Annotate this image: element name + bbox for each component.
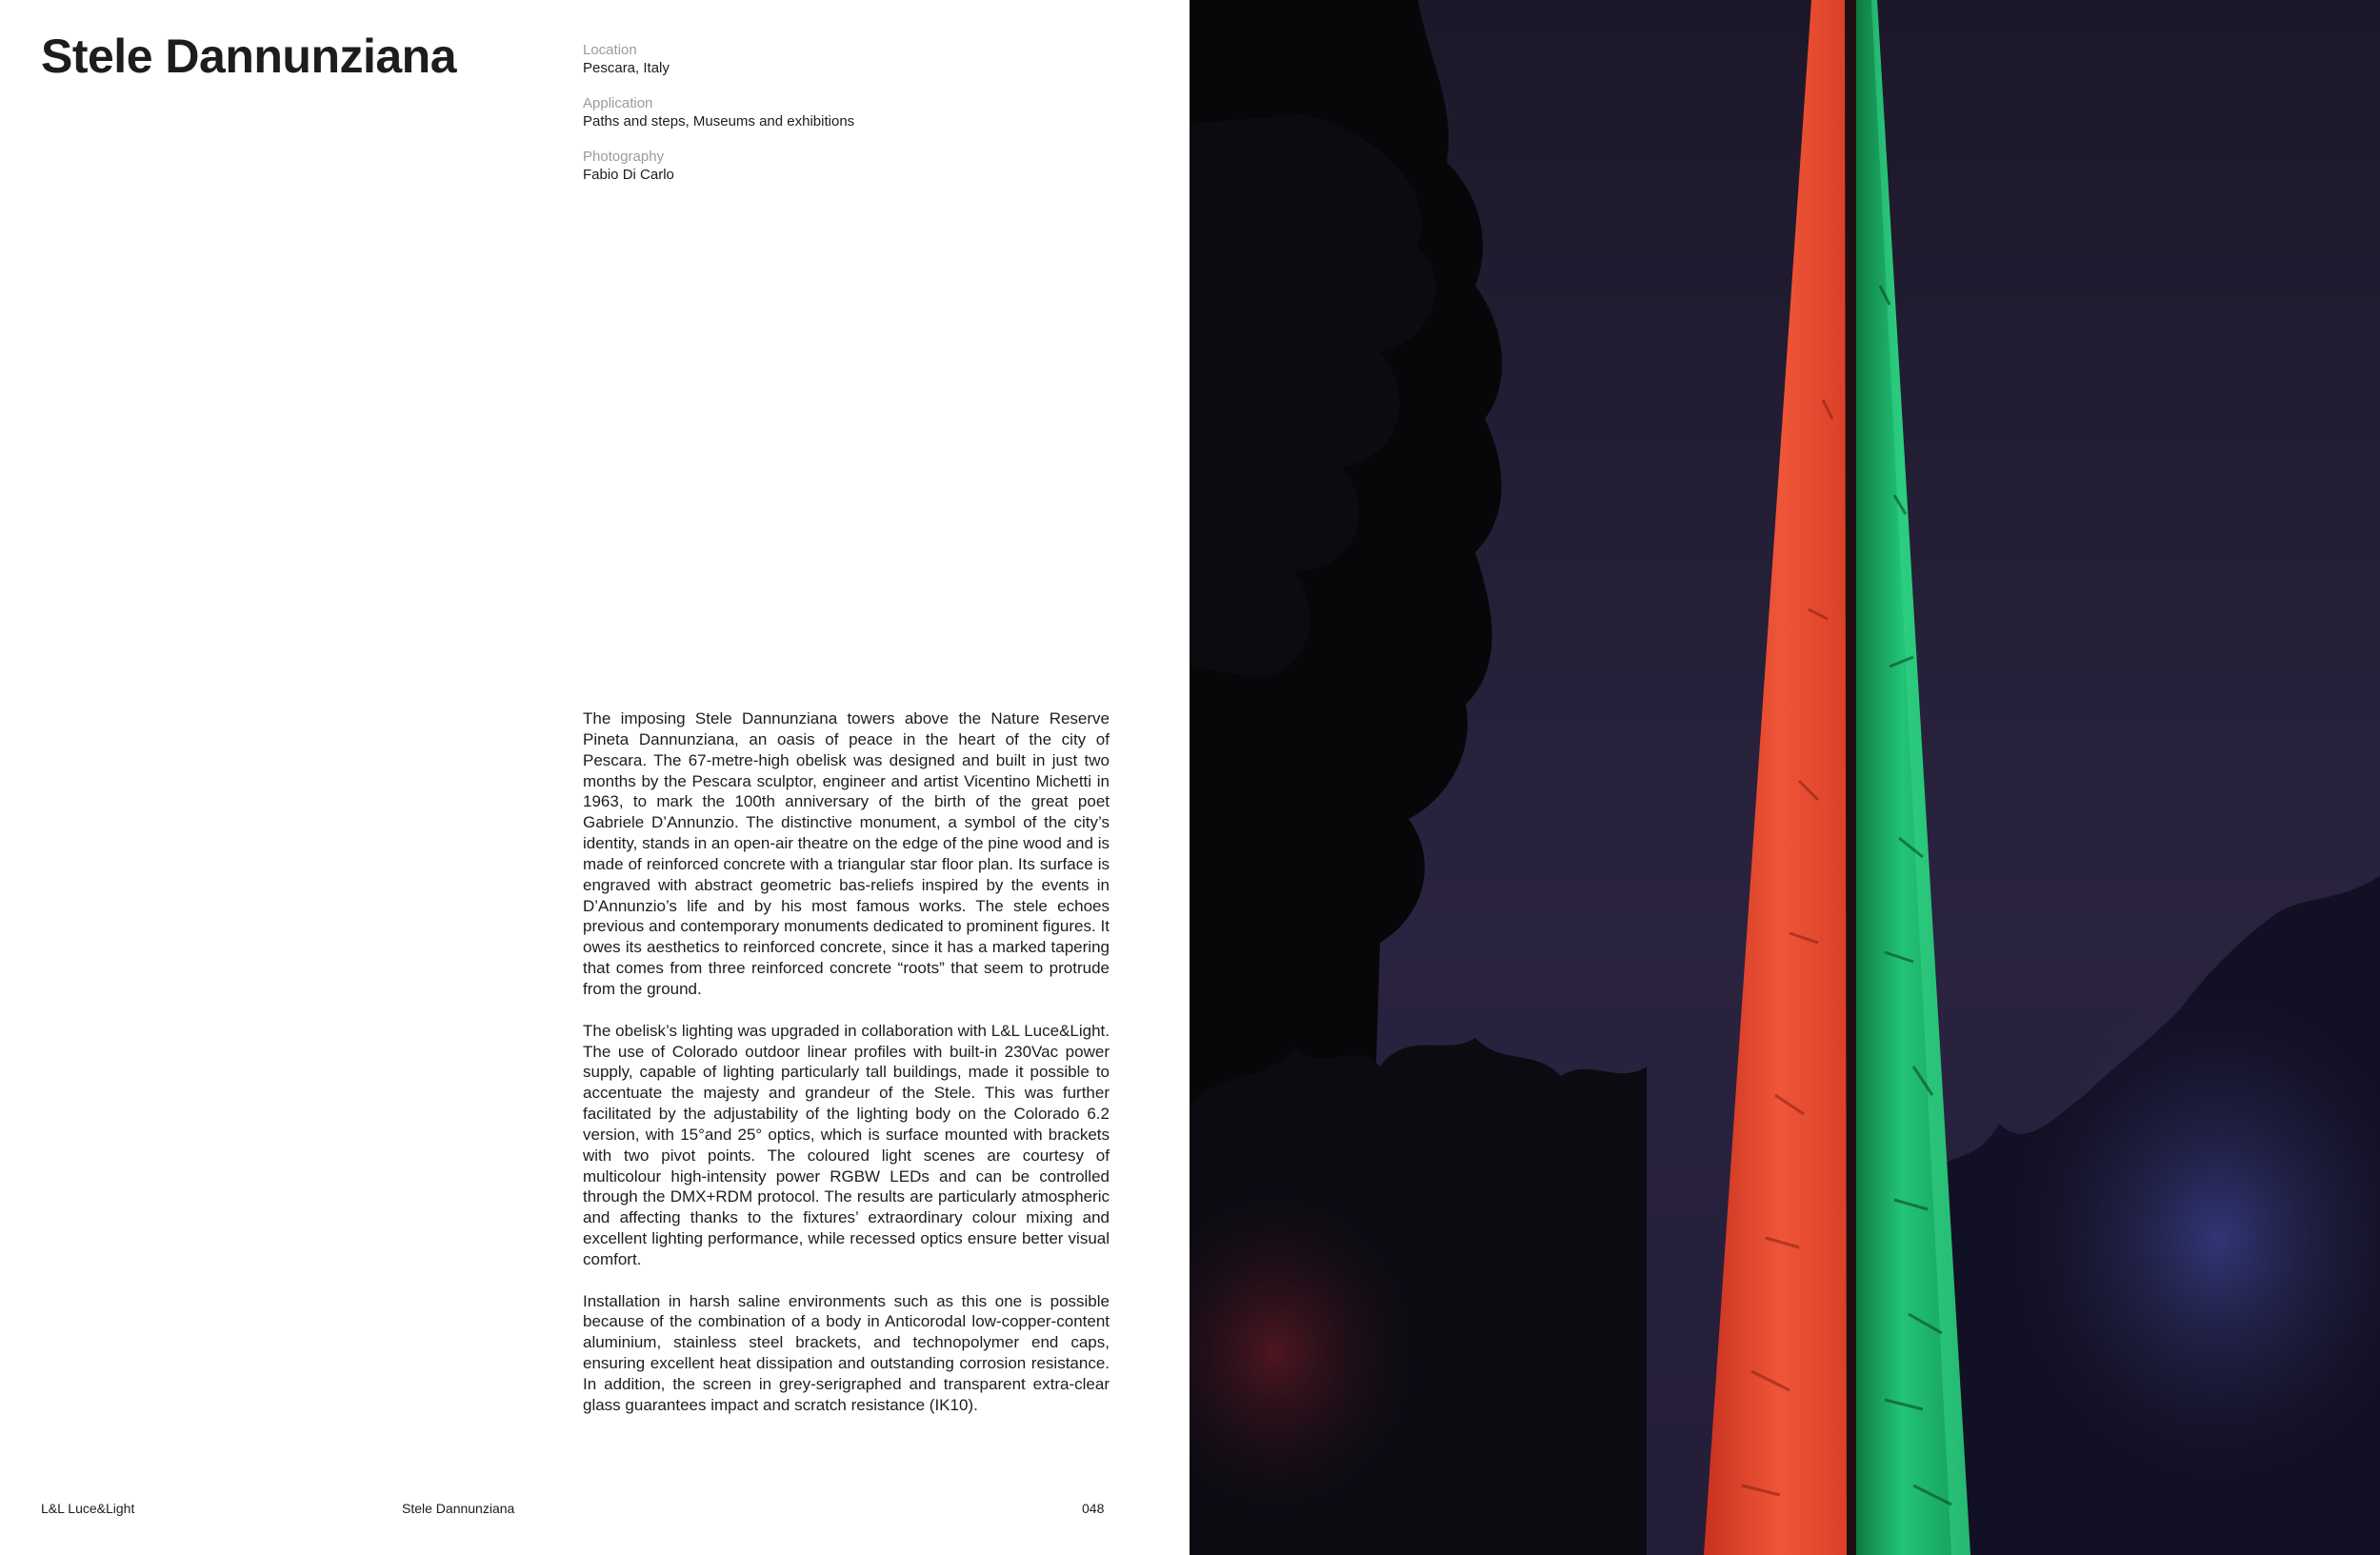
meta-label: Location xyxy=(583,42,637,58)
meta-photography xyxy=(583,149,1116,184)
meta-label: Application xyxy=(583,95,653,111)
meta-value: Pescara, Italy xyxy=(583,60,670,76)
meta-label: Photography xyxy=(583,149,665,165)
meta-application xyxy=(583,95,1116,130)
body-paragraph: The obelisk’s lighting was upgraded in collaboration with L&L Luce&Light. The use of Colorado outdoor linear profiles with built-in 230Vac power supply, capable of lighting particularly tall buildings, made it possible to accentuate the majesty and grandeur of the Stele. This was further facilitated by the adjustability of the lighting body on the Colorado 6.2 version, with 15°and 25° optics, which is surface mounted with brackets with two pivot points. The coloured light scenes are courtesy of multicolour high-intensity power RGBW LEDs and can be controlled through the DMX+RDM protocol. The results are particularly atmospheric and affecting thanks to the fixtures’ extraordinary colour mixing and excellent lighting performance, while recessed optics ensure better visual comfort. xyxy=(583,1021,1110,1268)
meta-location xyxy=(583,42,1116,77)
footer-brand: L&L Luce&Light xyxy=(41,1501,135,1516)
page-title: Stele Dannunziana xyxy=(41,30,457,83)
body-paragraph: The imposing Stele Dannunziana towers above the Nature Reserve Pineta Dannunziana, an oasis of peace in the heart of the city of Pescara. The 67-metre-high obelisk was designed and built in just two months by the Pescara sculptor, engineer and artist Vicentino Michetti in 1963, to mark the 100th anniversary of the birth of the great poet Gabriele D’Annunzio. The distinctive monument, a symbol of the city’s identity, stands in an open-air theatre on the edge of the pine wood and is made of reinforced concrete with a triangular star floor plan. Its surface is engraved with abstract geometric bas-reliefs inspired by the events in D’Annunzio’s life and by his most famous works. The stele echoes previous and contemporary monuments dedicated to prominent figures. It owes its aesthetics to reinforced concrete, since it has a marked tapering that comes from three reinforced concrete “roots” that seem to protrude from the ground. xyxy=(583,709,1110,998)
obelisk-photo xyxy=(1190,0,2380,1555)
page-number: 048 xyxy=(1082,1501,1105,1516)
project-meta xyxy=(583,42,1116,202)
body-paragraph: Installation in harsh saline environments such as this one is possible because of the combination of a body in Anticorodal low-copper-content aluminium, stainless steel brackets, and technopolymer end caps, ensuring excellent heat dissipation and outstanding corrosion resistance. In addition, the screen in grey-serigraphed and transparent extra-clear glass guarantees impact and scratch resistance (IK10). xyxy=(583,1291,1110,1414)
meta-value: Fabio Di Carlo xyxy=(583,167,674,183)
left-page xyxy=(0,0,1189,1555)
meta-value: Paths and steps, Museums and exhibitions xyxy=(583,113,855,130)
obelisk-illustration xyxy=(1190,0,2380,1555)
footer-section-title: Stele Dannunziana xyxy=(402,1501,515,1516)
obelisk-seam xyxy=(1845,0,1858,1555)
body-text xyxy=(583,708,1110,1437)
